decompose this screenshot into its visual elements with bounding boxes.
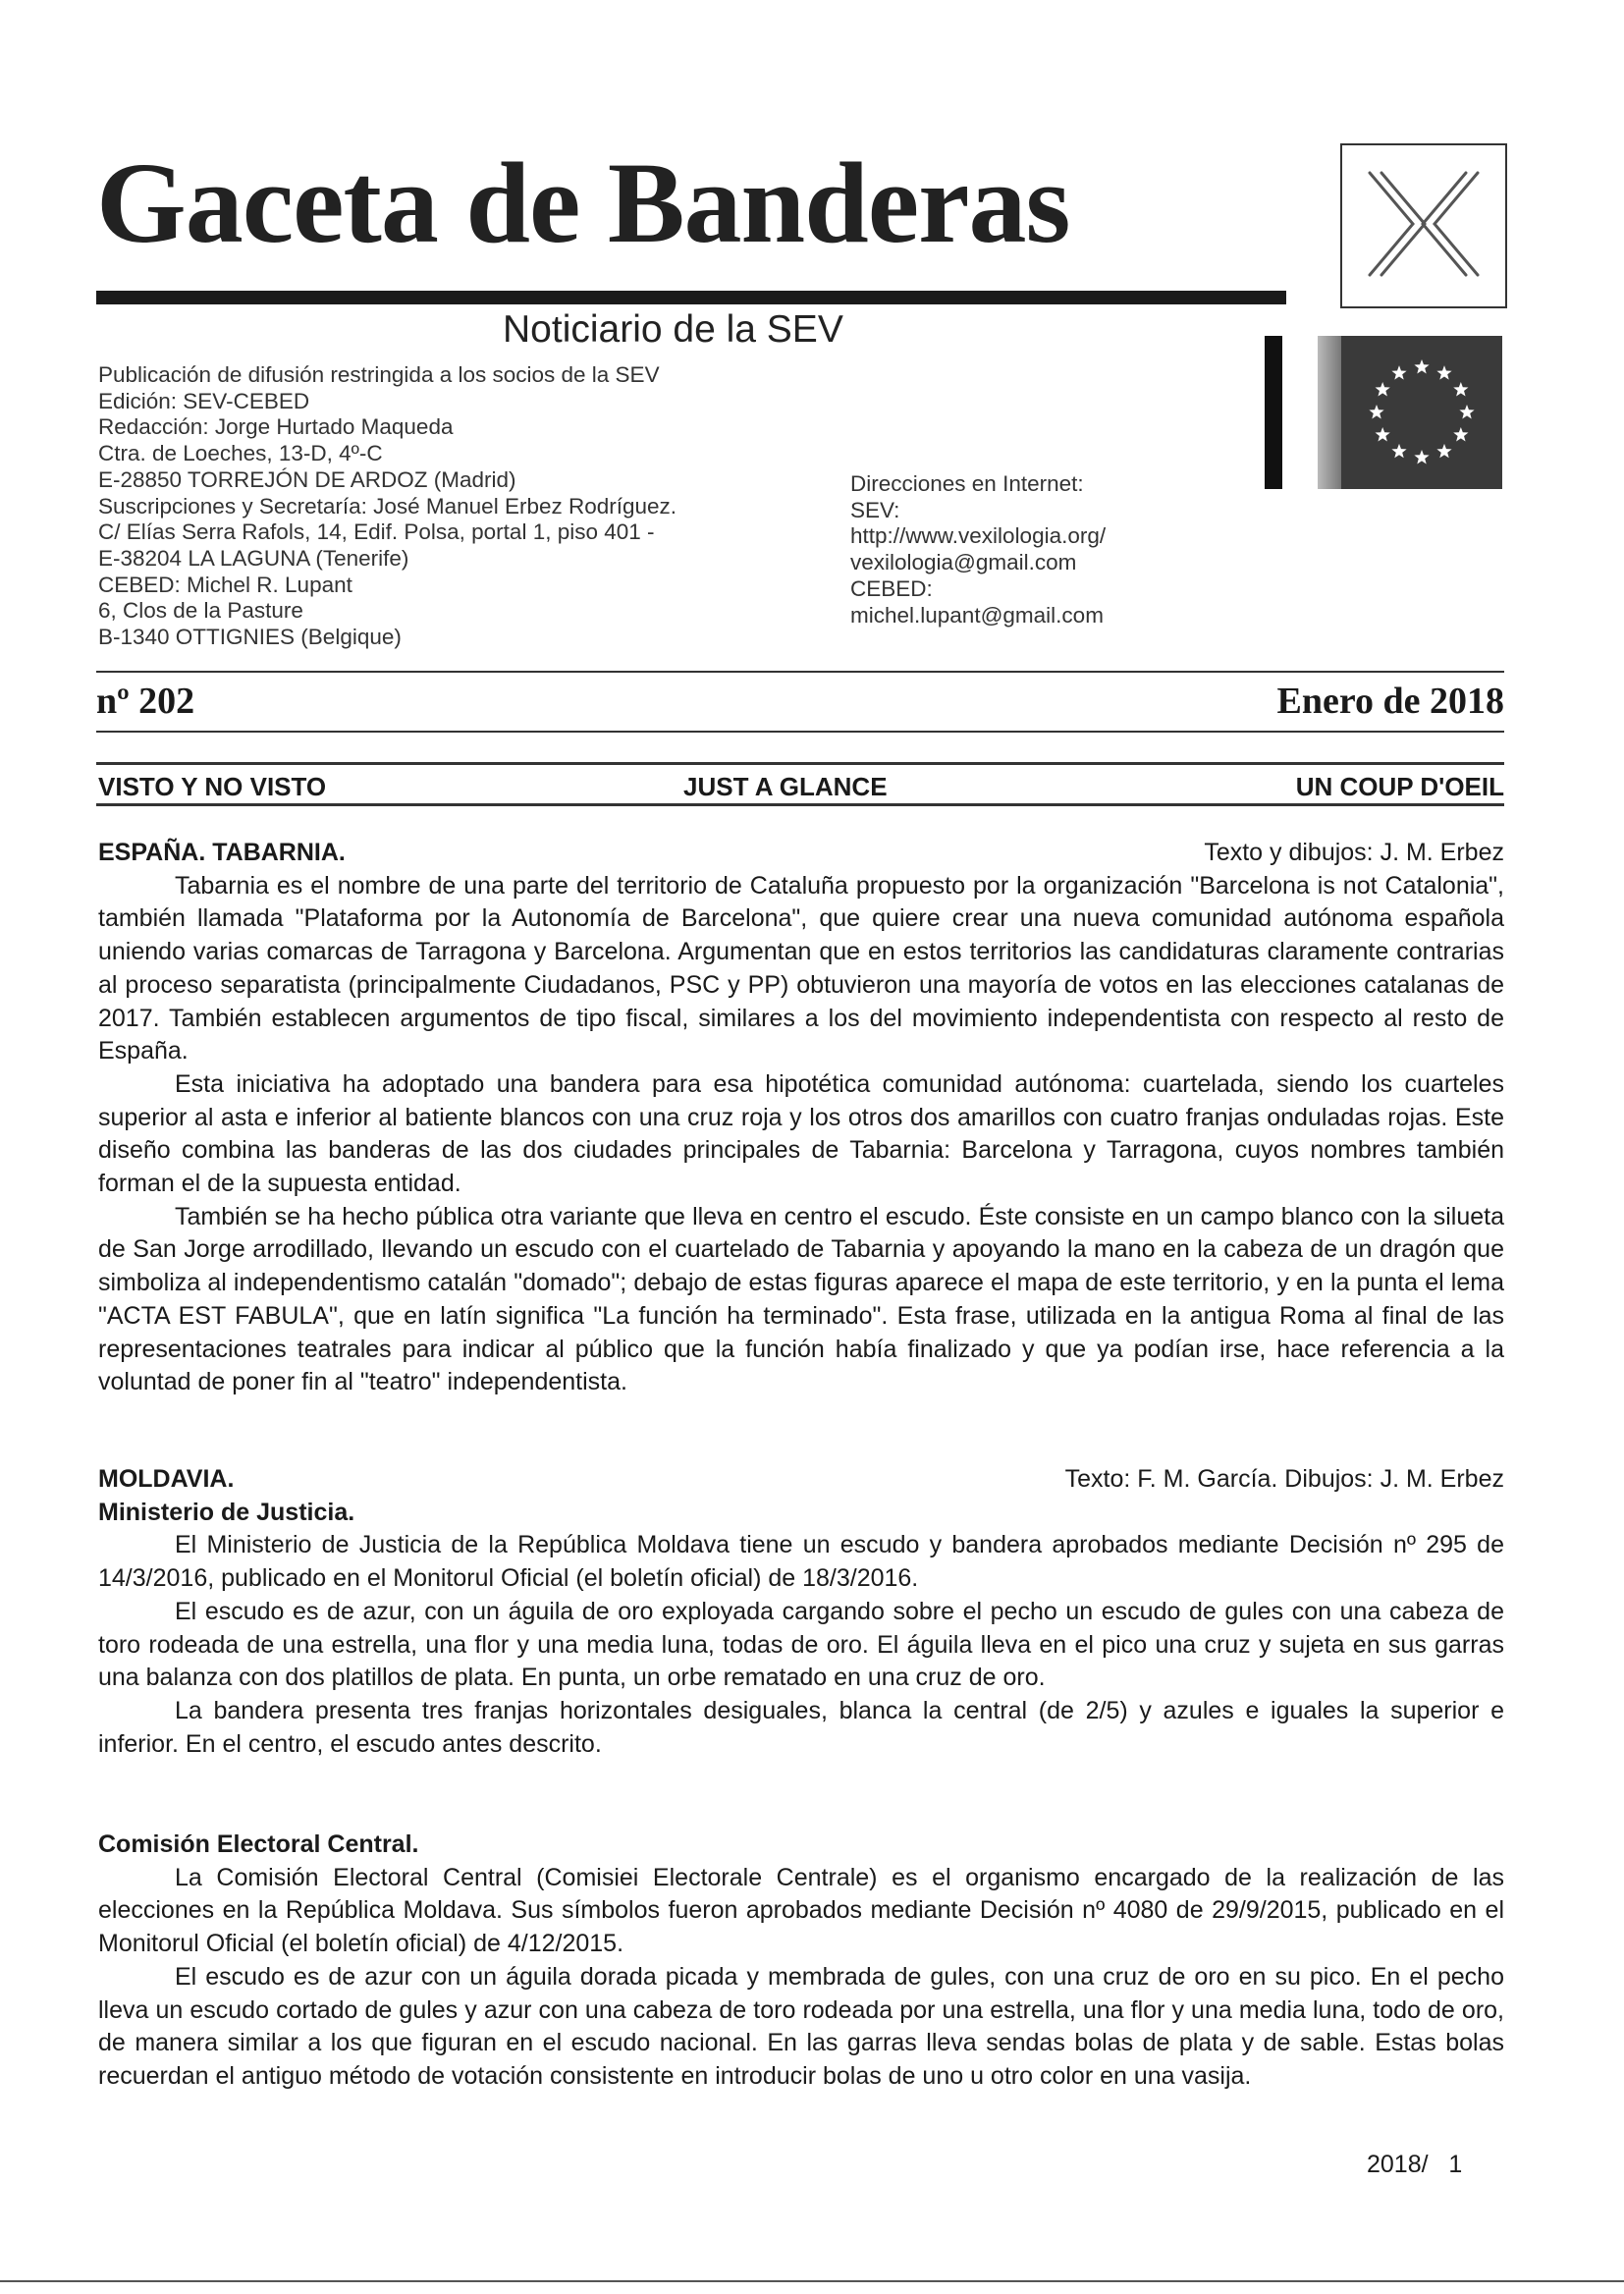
publisher-info-line: C/ Elías Serra Rafols, 14, Edif. Polsa, portal 1, piso 401 -: [98, 519, 655, 545]
internet-line: CEBED:: [850, 575, 933, 601]
section-header-es: VISTO Y NO VISTO: [98, 772, 327, 801]
issue-date: Enero de 2018: [1276, 681, 1504, 722]
internet-line: SEV:: [850, 497, 900, 522]
article-espana: [98, 837, 1504, 1399]
article-paragraph: El escudo es de azur, con un águila de oro exployada cargando sobre el pecho un escudo de gules con una cabeza de toro rodeada de una estrella, una flor y una media luna, todas de oro. El águila lleva en el pico una cruz y sujeta en sus garras una balanza con dos platillos de plata. En punta, un orbe rematado en una cruz de oro.: [98, 1597, 1504, 1692]
article-header: [98, 837, 1504, 870]
decorative-black-bar: [1265, 336, 1282, 489]
article-header: [98, 1463, 1504, 1497]
article-paragraph: La bandera presenta tres franjas horizontales desiguales, blanca la central (de 2/5) y azules e iguales la superior e inferior. En el centro, el escudo antes descrito.: [98, 1696, 1504, 1758]
flag-star-icon: [1453, 427, 1468, 441]
publisher-info-block: [98, 362, 677, 651]
issue-number: nº 202: [96, 681, 195, 722]
flag-star-icon: [1436, 444, 1451, 458]
flag-star-icon: [1414, 450, 1429, 464]
section-top-rule: [96, 762, 1504, 765]
article-heading: ESPAÑA. TABARNIA.: [98, 839, 346, 866]
article-comision: [98, 1829, 1504, 2094]
masthead-subtitle: Noticiario de la SEV: [503, 308, 843, 351]
publisher-info-line: E-28850 TORREJÓN DE ARDOZ (Madrid): [98, 466, 516, 492]
issue-bottom-rule: [96, 731, 1504, 733]
article-paragraph: La Comisión Electoral Central (Comisiei Electorale Centrale) es el organismo encargado de la realización de las elecciones en la República Moldava. Sus símbolos fueron aprobados mediante Decisión nº 4080 de 29/9/2015, publicado en el Monitorul Oficial (el boletín oficial) de 4/12/2015.: [98, 1863, 1504, 1958]
article-paragraph: Tabarnia es el nombre de una parte del territorio de Cataluña propuesto por la organización "Barcelona is not Catalonia", también llamada "Plataforma por la Autonomía de Barcelona", que quiere crear una nueva comunidad autónoma española uniendo varias comarcas de Tarragona y Barcelona. Argumentan que en estos territorios las candidaturas claramente contrarias al proceso separatista (principalmente Ciudadanos, PSC y PP) obtuvieron una mayoría de votos en las elecciones catalanas de 2017. También establecen argumentos de tipo fiscal, similares a los del movimiento independentista con respecto al resto de España.: [98, 871, 1504, 1065]
flag-star-icon: [1459, 405, 1474, 418]
page-number: 2018/ 1: [1367, 2151, 1463, 2178]
flag-star-icon: [1391, 365, 1406, 379]
section-bottom-rule: [96, 803, 1504, 806]
decorative-grey-bar: [1318, 336, 1341, 489]
sev-cebed-logo-icon: [1340, 143, 1507, 308]
page-bottom-rule: [0, 2280, 1624, 2282]
internet-heading: Direcciones en Internet:: [850, 471, 1084, 496]
publisher-info-line: CEBED: Michel R. Lupant: [98, 572, 352, 597]
publisher-info-line: Publicación de difusión restringida a los socios de la SEV: [98, 362, 660, 387]
sev-website-link[interactable]: http://www.vexilologia.org/: [850, 523, 1107, 549]
article-paragraph: También se ha hecho pública otra variante que lleva en centro el escudo. Éste consiste en un campo blanco con la silueta de San Jorge arrodillado, llevando un escudo con el cuartelado de Tabarnia y apoyando la mano en la cabeza de un dragón que simboliza al independentismo catalán "domado"; debajo de estas figuras aparece el mapa de este territorio, y en la punta el lema "ACTA EST FABULA", que en latín significa "La función ha terminado". Esta frase, utilizada en la antigua Roma al final de las representaciones teatrales para indicar al público que la función había finalizado y que ya podían irse, hace referencia a la voluntad de poner fin al "teatro" independentista.: [98, 1202, 1504, 1396]
flag-star-icon: [1453, 382, 1468, 396]
article-subheading: Comisión Electoral Central.: [98, 1830, 419, 1858]
publisher-info-line: E-38204 LA LAGUNA (Tenerife): [98, 545, 409, 571]
article-subheading: Ministerio de Justicia.: [98, 1498, 355, 1526]
publisher-info-line: 6, Clos de la Pasture: [98, 598, 303, 624]
publisher-info-line: Suscripciones y Secretaría: José Manuel Erbez Rodríguez.: [98, 493, 677, 519]
flag-star-icon: [1391, 444, 1406, 458]
article-paragraph: El escudo es de azur con un águila dorada picada y membrada de gules, con una cruz de oro en su pico. En el pecho lleva un escudo cortado de gules y azur con una cabeza de toro rodeada por una estrella, una flor y una media luna, todo de oro, de manera similar a los que figuran en el escudo nacional. En las garras lleva sendas bolas de plata y de sable. Estas bolas recuerdan el antiguo método de votación consistente en introducir bolas de uno u otro color en una vasija.: [98, 1962, 1504, 2090]
flag-star-icon: [1376, 382, 1390, 396]
publisher-info-line: Ctra. de Loeches, 13-D, 4º-C: [98, 441, 383, 466]
article-moldavia: [98, 1463, 1504, 1761]
flag-star-icon: [1414, 359, 1429, 373]
flag-star-icon: [1436, 365, 1451, 379]
sev-email-link[interactable]: vexilologia@gmail.com: [850, 550, 1077, 575]
publisher-info-line: Redacción: Jorge Hurtado Maqueda: [98, 414, 454, 440]
article-credit: Texto y dibujos: J. M. Erbez: [1204, 839, 1504, 866]
masthead-title: Gaceta de Banderas: [96, 138, 1070, 267]
section-header-en: JUST A GLANCE: [683, 772, 888, 801]
cebed-email-link[interactable]: michel.lupant@gmail.com: [850, 602, 1104, 628]
internet-addresses-block: [850, 471, 1106, 628]
eu-stars-flag-icon: [1341, 336, 1502, 489]
issue-top-rule: [96, 671, 1504, 673]
flag-star-icon: [1369, 405, 1383, 418]
publisher-info-line: B-1340 OTTIGNIES (Belgique): [98, 625, 402, 650]
article-heading: MOLDAVIA.: [98, 1465, 235, 1493]
article-paragraph: El Ministerio de Justicia de la República Moldava tiene un escudo y bandera aprobados mediante Decisión nº 295 de 14/3/2016, publicado en el Monitorul Oficial (el boletín oficial) de 18/3/2016.: [98, 1531, 1504, 1593]
article-credit: Texto: F. M. García. Dibujos: J. M. Erbez: [1064, 1465, 1504, 1493]
flag-star-icon: [1376, 427, 1390, 441]
publisher-info-line: Edición: SEV-CEBED: [98, 388, 310, 413]
article-paragraph: Esta iniciativa ha adoptado una bandera para esa hipotética comunidad autónoma: cuartelada, siendo los cuarteles superior al asta e inferior al batiente blancos con una cruz roja y los otros dos amarillos con cuatro franjas onduladas rojas. Este diseño combina las banderas de las dos ciudades principales de Tabarnia: Barcelona y Tarragona, cuyos nombres también forman el de la supuesta entidad.: [98, 1069, 1504, 1198]
masthead-rule: [96, 291, 1286, 304]
section-header-fr: UN COUP D'OEIL: [1295, 772, 1504, 801]
